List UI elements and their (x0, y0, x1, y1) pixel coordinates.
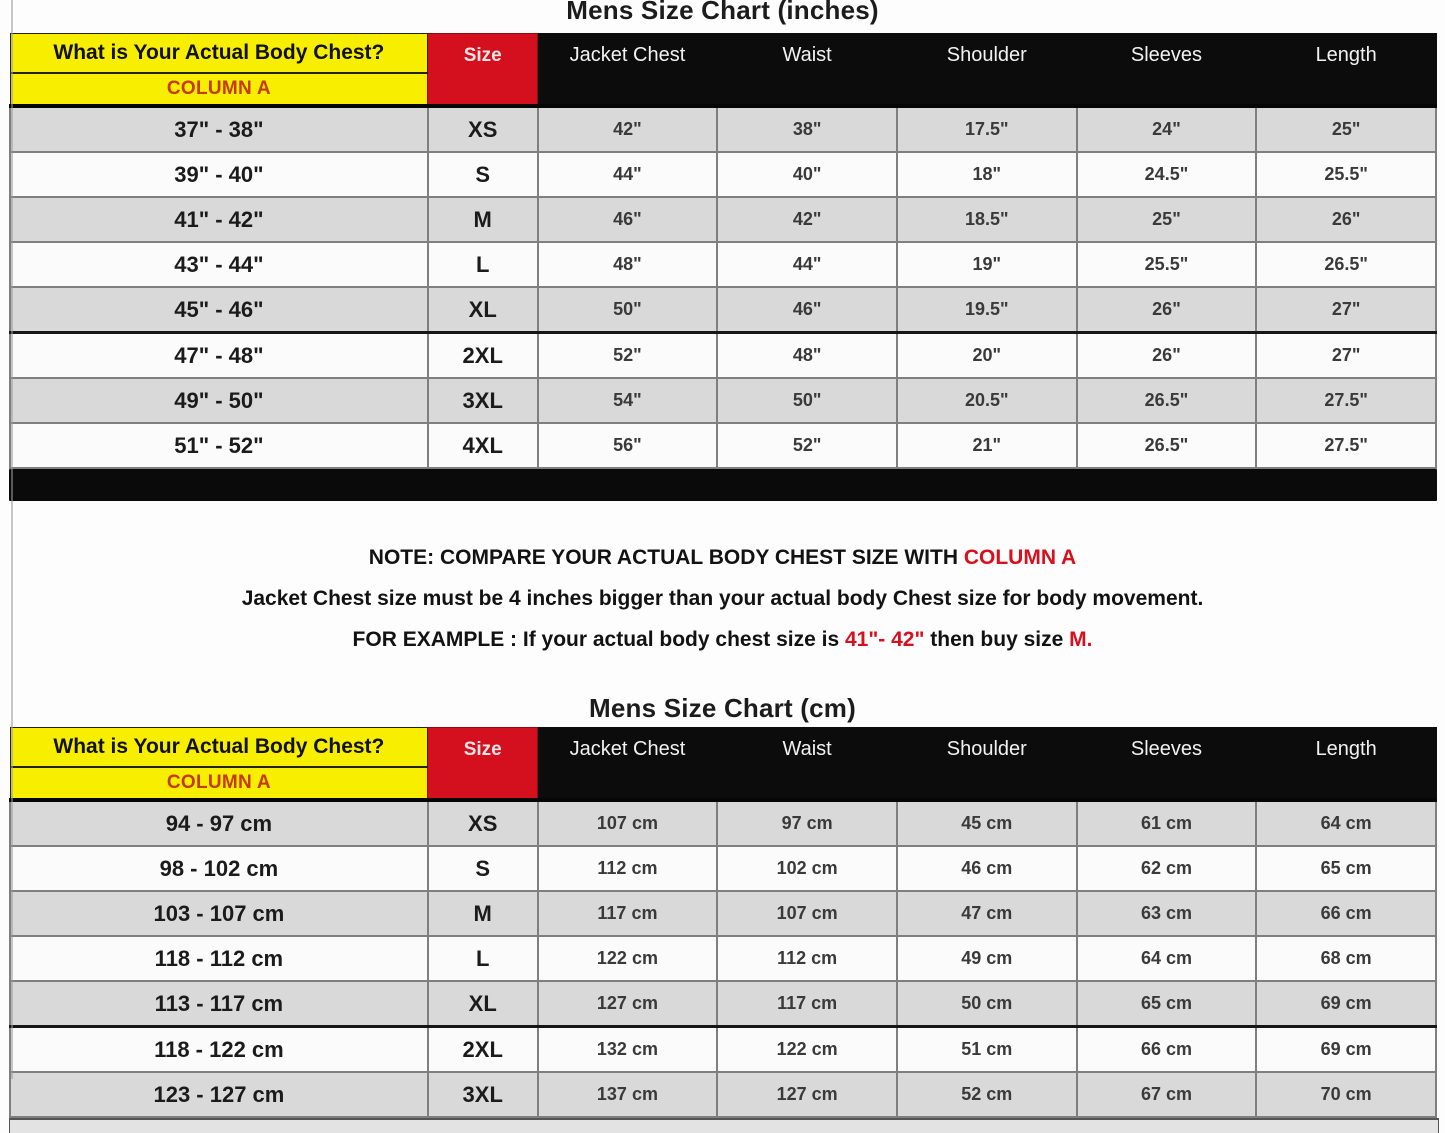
note-text: then buy size (924, 628, 1070, 651)
measurement-cell: 19" (897, 242, 1077, 287)
body-chest-cell: 118 - 122 cm (10, 1027, 428, 1073)
measurement-cell: 69 cm (1256, 1027, 1436, 1073)
measurement-cell: 49 cm (897, 936, 1077, 981)
table-header-cm (10, 728, 1436, 801)
body-chest-cell: 43" - 44" (10, 242, 428, 287)
body-chest-cell: 47" - 48" (10, 333, 428, 379)
size-cell: 4XL (428, 423, 538, 468)
note-text: NOTE: COMPARE YOUR ACTUAL BODY CHEST SIZE WITH (368, 546, 964, 569)
body-chest-cell: 113 - 117 cm (10, 981, 428, 1027)
measurement-cell: 65 cm (1077, 981, 1257, 1027)
note-block (0, 537, 1445, 660)
measurement-cell: 112 cm (538, 846, 718, 891)
measurement-cell: 132 cm (538, 1027, 718, 1073)
table-row (10, 378, 1436, 423)
measurement-cell: 64 cm (1077, 936, 1257, 981)
measurement-cell: 47 cm (897, 891, 1077, 936)
measurement-cell: 54" (538, 378, 718, 423)
note-line-3 (0, 619, 1445, 660)
measurement-cell: 63 cm (1077, 891, 1257, 936)
shoulder-header: Shoulder (897, 34, 1077, 107)
measurement-cell: 48" (538, 242, 718, 287)
body-chest-header: What is Your Actual Body Chest? (10, 728, 428, 768)
sleeves-header: Sleeves (1077, 728, 1257, 801)
cut-off-row (9, 1118, 1439, 1133)
measurement-cell: 61 cm (1077, 800, 1257, 846)
measurement-cell: 51 cm (897, 1027, 1077, 1073)
table-row (10, 981, 1436, 1027)
table-row (10, 1027, 1436, 1073)
measurement-cell: 112 cm (717, 936, 897, 981)
note-highlight: 41"- 42" (844, 628, 925, 651)
table-row (10, 106, 1436, 152)
size-cell: 3XL (428, 378, 538, 423)
size-cell: L (428, 242, 538, 287)
measurement-cell: 66 cm (1256, 891, 1436, 936)
measurement-cell: 52" (538, 333, 718, 379)
measurement-cell: 50 cm (897, 981, 1077, 1027)
size-cell: S (428, 152, 538, 197)
measurement-cell: 20.5" (897, 378, 1077, 423)
body-chest-cell: 51" - 52" (10, 423, 428, 468)
measurement-cell: 26.5" (1077, 378, 1257, 423)
measurement-cell: 117 cm (538, 891, 718, 936)
title-cm: Mens Size Chart (cm) (589, 693, 856, 723)
measurement-cell: 20" (897, 333, 1077, 379)
measurement-cell: 50" (538, 287, 718, 333)
length-header: Length (1256, 34, 1436, 107)
table-row (10, 846, 1436, 891)
size-cell: 2XL (428, 1027, 538, 1073)
note-highlight: M. (1069, 628, 1093, 651)
measurement-cell: 97 cm (717, 800, 897, 846)
table-row (10, 800, 1436, 846)
size-header: Size (428, 728, 538, 801)
measurement-cell: 62 cm (1077, 846, 1257, 891)
table-row (10, 152, 1436, 197)
size-header: Size (428, 34, 538, 107)
measurement-cell: 46" (717, 287, 897, 333)
jacket-chest-header: Jacket Chest (538, 728, 718, 801)
size-cell: 2XL (428, 333, 538, 379)
size-cell: XS (428, 106, 538, 152)
jacket-chest-header: Jacket Chest (538, 34, 718, 107)
measurement-cell: 127 cm (538, 981, 718, 1027)
note-highlight: COLUMN A (963, 546, 1077, 569)
measurement-cell: 40" (717, 152, 897, 197)
measurement-cell: 18.5" (897, 197, 1077, 242)
size-table-inches (9, 33, 1437, 469)
waist-header: Waist (717, 728, 897, 801)
table-body-inches (10, 106, 1436, 468)
body-chest-header: What is Your Actual Body Chest? (10, 34, 428, 74)
measurement-cell: 67 cm (1077, 1072, 1257, 1117)
measurement-cell: 24.5" (1077, 152, 1257, 197)
measurement-cell: 26.5" (1077, 423, 1257, 468)
measurement-cell: 66 cm (1077, 1027, 1257, 1073)
size-cell: M (428, 197, 538, 242)
measurement-cell: 27" (1256, 333, 1436, 379)
measurement-cell: 38" (717, 106, 897, 152)
table-row (10, 333, 1436, 379)
body-chest-cell: 98 - 102 cm (10, 846, 428, 891)
size-table-cm (9, 727, 1437, 1118)
body-chest-cell: 103 - 107 cm (10, 891, 428, 936)
measurement-cell: 69 cm (1256, 981, 1436, 1027)
size-cell: L (428, 936, 538, 981)
table-row (10, 242, 1436, 287)
measurement-cell: 26" (1077, 287, 1257, 333)
measurement-cell: 25.5" (1256, 152, 1436, 197)
size-cell: XS (428, 800, 538, 846)
measurement-cell: 25.5" (1077, 242, 1257, 287)
table-row (10, 1072, 1436, 1117)
note-line-2 (0, 578, 1445, 619)
body-chest-cell: 45" - 46" (10, 287, 428, 333)
length-header: Length (1256, 728, 1436, 801)
table-body-cm (10, 800, 1436, 1117)
measurement-cell: 27" (1256, 287, 1436, 333)
measurement-cell: 102 cm (717, 846, 897, 891)
table-row (10, 891, 1436, 936)
note-text: FOR EXAMPLE : If your actual body chest size is (352, 628, 845, 651)
measurement-cell: 24" (1077, 106, 1257, 152)
size-cell: M (428, 891, 538, 936)
measurement-cell: 19.5" (897, 287, 1077, 333)
measurement-cell: 56" (538, 423, 718, 468)
measurement-cell: 46" (538, 197, 718, 242)
measurement-cell: 48" (717, 333, 897, 379)
sleeves-header: Sleeves (1077, 34, 1257, 107)
measurement-cell: 122 cm (538, 936, 718, 981)
measurement-cell: 52 cm (897, 1072, 1077, 1117)
table-row (10, 287, 1436, 333)
note-text: Jacket Chest size must be 4 inches bigger than your actual body Chest size for body movement. (241, 587, 1204, 610)
column-a-header: COLUMN A (10, 767, 428, 800)
measurement-cell: 25" (1256, 106, 1436, 152)
measurement-cell: 27.5" (1256, 423, 1436, 468)
column-a-header: COLUMN A (10, 73, 428, 106)
table-header-inches (10, 34, 1436, 107)
measurement-cell: 117 cm (717, 981, 897, 1027)
size-cell: XL (428, 287, 538, 333)
measurement-cell: 27.5" (1256, 378, 1436, 423)
measurement-cell: 107 cm (717, 891, 897, 936)
table-row (10, 936, 1436, 981)
body-chest-cell: 123 - 127 cm (10, 1072, 428, 1117)
size-cell: S (428, 846, 538, 891)
body-chest-cell: 49" - 50" (10, 378, 428, 423)
measurement-cell: 18" (897, 152, 1077, 197)
measurement-cell: 25" (1077, 197, 1257, 242)
measurement-cell: 21" (897, 423, 1077, 468)
measurement-cell: 137 cm (538, 1072, 718, 1117)
body-chest-cell: 118 - 112 cm (10, 936, 428, 981)
body-chest-cell: 37" - 38" (10, 106, 428, 152)
measurement-cell: 65 cm (1256, 846, 1436, 891)
note-line-1 (0, 537, 1445, 578)
measurement-cell: 45 cm (897, 800, 1077, 846)
measurement-cell: 17.5" (897, 106, 1077, 152)
measurement-cell: 64 cm (1256, 800, 1436, 846)
measurement-cell: 50" (717, 378, 897, 423)
measurement-cell: 44" (717, 242, 897, 287)
measurement-cell: 70 cm (1256, 1072, 1436, 1117)
measurement-cell: 122 cm (717, 1027, 897, 1073)
body-chest-cell: 41" - 42" (10, 197, 428, 242)
waist-header: Waist (717, 34, 897, 107)
measurement-cell: 44" (538, 152, 718, 197)
divider-bar (9, 469, 1437, 501)
measurement-cell: 42" (538, 106, 718, 152)
measurement-cell: 26.5" (1256, 242, 1436, 287)
measurement-cell: 68 cm (1256, 936, 1436, 981)
measurement-cell: 26" (1256, 197, 1436, 242)
table-row (10, 423, 1436, 468)
title-inches: Mens Size Chart (inches) (566, 0, 879, 25)
body-chest-cell: 39" - 40" (10, 152, 428, 197)
measurement-cell: 127 cm (717, 1072, 897, 1117)
measurement-cell: 52" (717, 423, 897, 468)
table-row (10, 197, 1436, 242)
size-cell: XL (428, 981, 538, 1027)
body-chest-cell: 94 - 97 cm (10, 800, 428, 846)
measurement-cell: 46 cm (897, 846, 1077, 891)
size-cell: 3XL (428, 1072, 538, 1117)
measurement-cell: 26" (1077, 333, 1257, 379)
measurement-cell: 107 cm (538, 800, 718, 846)
shoulder-header: Shoulder (897, 728, 1077, 801)
measurement-cell: 42" (717, 197, 897, 242)
